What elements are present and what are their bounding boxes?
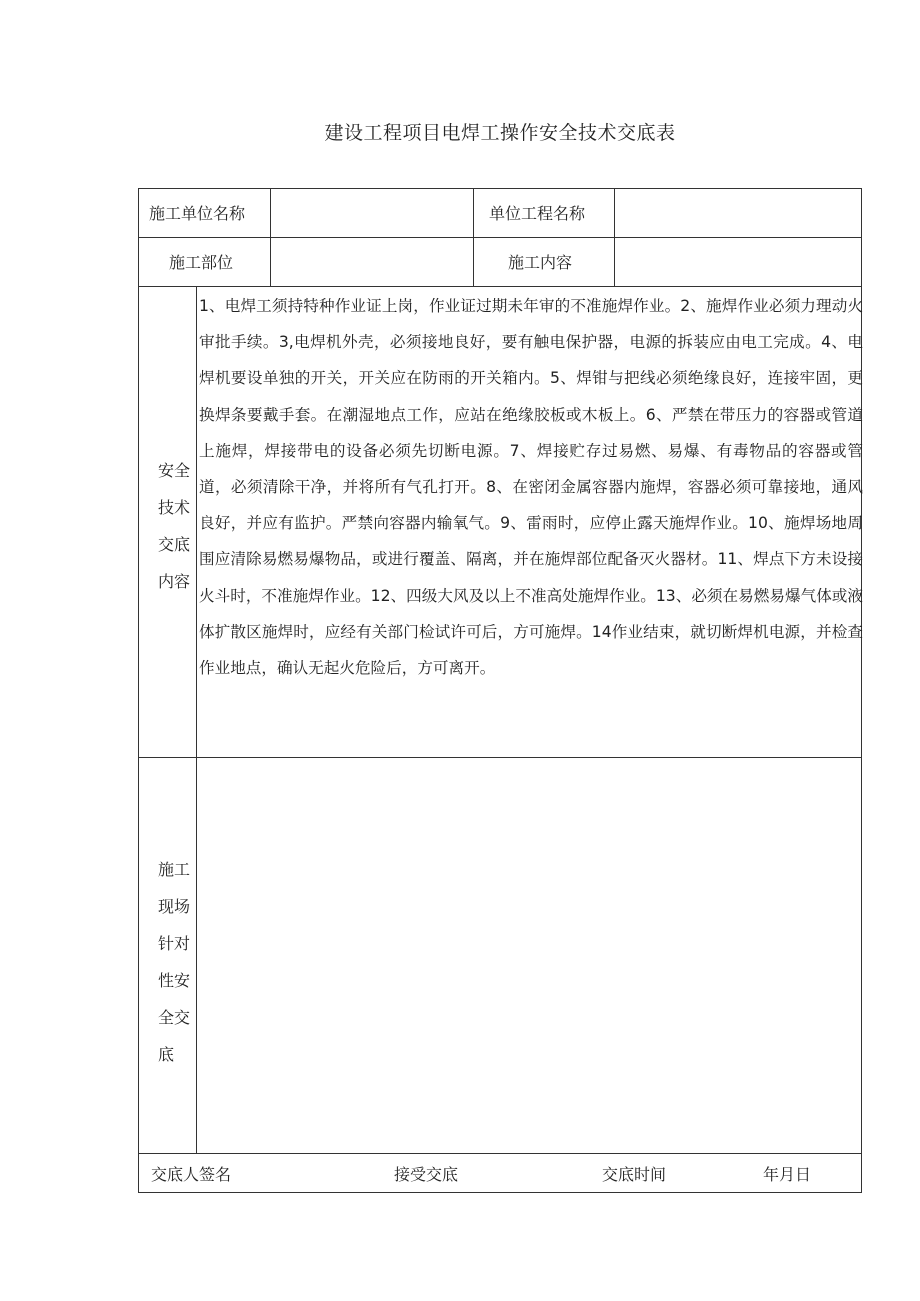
- location-field[interactable]: [279, 253, 464, 273]
- safety-content-text: 1、电焊工须持特种作业证上岗，作业证过期未年审的不准施焊作业。2、施焊作业必须力理动火审批手续。3,电焊机外壳，必须接地良好，要有触电保护器，电源的拆装应由电工完成。4、电焊机要设单独的开关，开关应在防雨的开关箱内。5、焊钳与把线必须绝缘良好，连接牢固，更换焊条要戴手套。在潮湿地点工作，应站在绝缘胶板或木板上。6、严禁在带压力的容器或管道上施焊，焊接带电的设备必须先切断电源。7、焊接贮存过易燃、易爆、有毒物品的容器或管道，必须清除干净，并将所有气孔打开。8、在密闭金属容器内施焊，容器必须可靠接地，通风良好，并应有监护。严禁向容器内输氧气。9、雷雨时，应停止露天施焊作业。10、施焊场地周围应清除易燃易爆物品，或进行覆盖、隔离，并在施焊部位配备灭火器材。11、焊点下方未设接火斗时，不准施焊作业。12、四级大风及以上不准高处施焊作业。13、必须在易燃易爆气体或液体扩散区施焊时，应经有关部门检试许可后，方可施焊。14作业结束，就切断焊机电源，并检查作业地点，确认无起火危险后，方可离开。: [199, 297, 863, 678]
- project-name-field[interactable]: [624, 204, 854, 224]
- unit-name-field[interactable]: [279, 204, 464, 224]
- project-name-label: 单位工程名称: [489, 204, 586, 223]
- work-content-label: 施工内容: [508, 253, 573, 272]
- site-safety-field[interactable]: [209, 779, 849, 1139]
- col-divider: [473, 189, 474, 286]
- col-divider: [614, 189, 615, 286]
- site-safety-label: 施工现场针对性安全交底: [158, 860, 191, 1064]
- col-divider: [270, 189, 271, 286]
- unit-name-label: 施工单位名称: [149, 204, 246, 223]
- location-label: 施工部位: [169, 253, 234, 272]
- page-title: 建设工程项目电焊工操作安全技术交底表: [324, 122, 676, 144]
- row-divider: [139, 757, 861, 758]
- disclosure-form: [138, 188, 862, 1193]
- safety-content-label: 安全技术交底内容: [158, 461, 191, 591]
- date-field[interactable]: 年月日: [763, 1165, 812, 1184]
- row-divider: [139, 237, 861, 238]
- row-divider: [139, 1153, 861, 1154]
- safety-section: [139, 286, 863, 757]
- work-content-field[interactable]: [624, 253, 854, 273]
- discloser-signature-label: 交底人签名: [151, 1165, 232, 1184]
- receiver-label: 接受交底: [394, 1165, 459, 1184]
- disclosure-time-label: 交底时间: [602, 1165, 667, 1184]
